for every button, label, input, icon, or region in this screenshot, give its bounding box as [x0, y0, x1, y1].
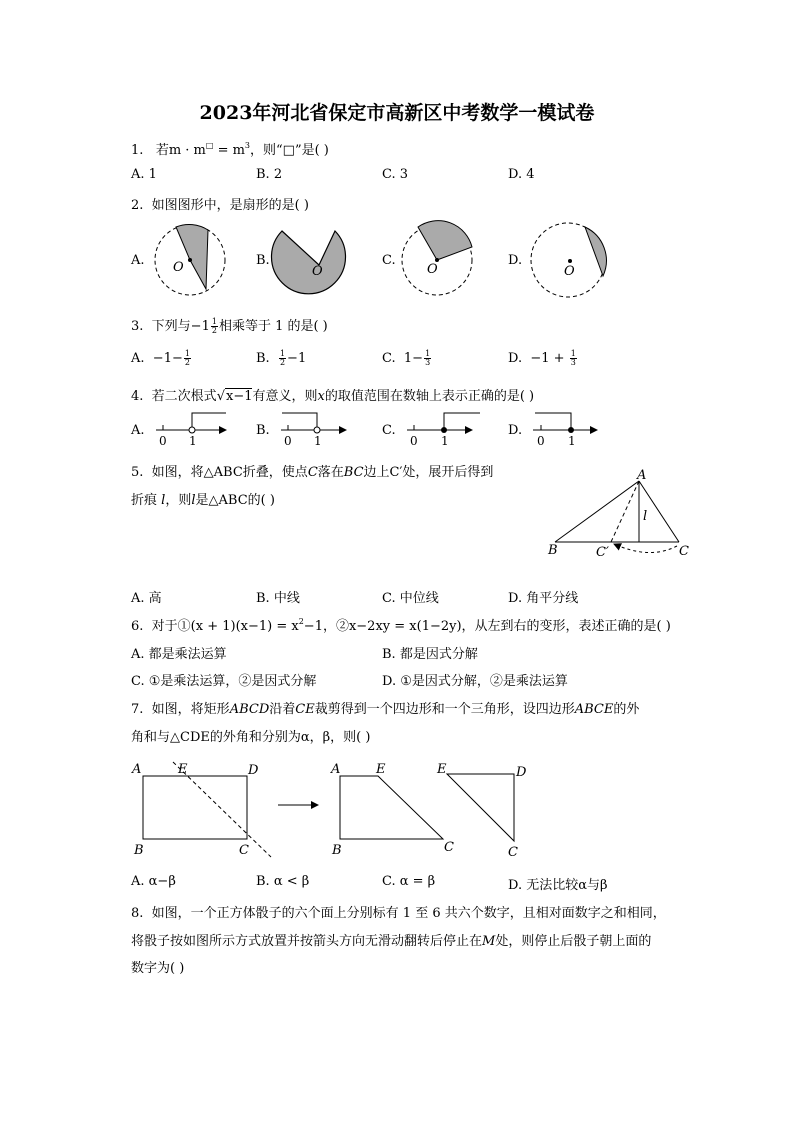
q3-text: 下列与−1 [151, 319, 210, 334]
numerator: 1 [570, 349, 576, 358]
q5-line-l: l [191, 493, 196, 508]
question-8-line-3: 数字为( ) [131, 961, 185, 976]
tick-label-1: 1 [441, 434, 449, 448]
q5-line-l: l [161, 493, 166, 508]
q7-text: 如图，将矩形 [151, 702, 230, 717]
point-d-label: D [516, 765, 527, 780]
question-number: 8. [131, 906, 144, 921]
q2-figure-c [402, 221, 472, 295]
q4-label-c[interactable]: C. [382, 423, 396, 438]
q2-label-b[interactable]: B. [256, 253, 270, 268]
question-4: 4. 若二次根式√x−1有意义，则x的取值范围在数轴上表示正确的是( ) [131, 389, 535, 404]
q4-number-line-d [533, 413, 597, 448]
q3-option-d[interactable] [508, 350, 578, 367]
q5-text: 如图，将△ABC折叠，使点 [151, 465, 308, 480]
option-label: B. [256, 351, 270, 366]
q3-option-c[interactable] [382, 350, 432, 367]
q5-segment-bc: BC [343, 465, 364, 480]
question-8 [131, 902, 666, 921]
tick-label-0: 0 [284, 434, 292, 448]
q6-option-a[interactable]: A. 都是乘法运算 [131, 647, 227, 662]
q1-option-c[interactable]: C. 3 [382, 167, 409, 182]
point-b-label: B [134, 843, 144, 858]
tick-label-0: 0 [159, 434, 167, 448]
q1-option-a[interactable]: A. 1 [131, 167, 157, 182]
line-l-label: l [643, 509, 648, 524]
question-number: 2. [131, 198, 144, 213]
q6-text-post: −1，②x−2xy = x(1−2y)，从左到右的变形，表述正确的是( ) [303, 619, 671, 634]
option-fraction [424, 350, 431, 367]
q5-option-d[interactable]: D. 角平分线 [508, 591, 579, 606]
q1-text-post: ，则“□”是( ) [250, 143, 329, 158]
q4-number-line-a [156, 413, 226, 448]
q7-option-a[interactable]: A. α−β [131, 874, 176, 889]
q5-text: 边上C′处，展开后得到 [363, 465, 494, 480]
q7-option-b[interactable]: B. α < β [256, 874, 310, 889]
q1-box: □ [205, 141, 214, 150]
q7-option-d[interactable]: D. 无法比较α与β [508, 878, 608, 893]
tick-label-1: 1 [568, 434, 576, 448]
q8-text: 处，则停止后骰子朝上面的 [495, 934, 652, 949]
tick-label-1: 1 [189, 434, 197, 448]
q4-text-post: 的取值范围在数轴上表示正确的是( ) [324, 389, 535, 404]
question-8-line-2 [131, 930, 651, 949]
denominator: 2 [211, 326, 217, 335]
denominator: 3 [425, 358, 431, 367]
point-e-label: E [376, 762, 386, 777]
q5-option-a[interactable]: A. 高 [131, 591, 162, 606]
option-label: A. [131, 351, 145, 366]
point-c-label: C [444, 840, 454, 855]
q8-text: 如图，一个正方体骰子的六个面上分别标有 1 至 6 共六个数字，且相对面数字之和相同， [151, 906, 666, 921]
option-fraction [184, 350, 191, 367]
point-c-prime-label: C′ [596, 545, 609, 560]
question-2 [131, 194, 309, 213]
numerator: 1 [279, 349, 286, 358]
q4-text-mid: 有意义，则 [252, 389, 318, 404]
question-3 [131, 315, 328, 335]
question-number: 6. [131, 619, 144, 634]
q4-label-a[interactable]: A. [131, 423, 145, 438]
point-c-label: C [239, 843, 249, 858]
q5-text: 落在 [317, 465, 344, 480]
q2-figure-b [272, 231, 346, 294]
point-c-label: C [508, 845, 518, 860]
center-o-label: O [312, 264, 323, 279]
option-fraction [279, 350, 286, 367]
option-text: −1 [287, 351, 307, 366]
question-1 [131, 139, 329, 158]
tick-label-0: 0 [537, 434, 545, 448]
option-text: −1 + [530, 351, 569, 366]
question-6 [131, 615, 671, 634]
q5-point-c: C [307, 465, 318, 480]
q1-exponent: 3 [244, 141, 251, 150]
q6-option-d[interactable]: D. ①是因式分解，②是乘法运算 [382, 674, 568, 689]
q4-variable: x [317, 389, 325, 404]
q2-label-d[interactable]: D. [508, 253, 523, 268]
point-b-label: B [548, 543, 558, 558]
q7-segment-ce: CE [295, 702, 315, 717]
q8-point-m: M [482, 934, 496, 949]
q5-text: 折痕 [131, 493, 158, 508]
option-fraction [570, 350, 577, 367]
q2-figure-d [531, 223, 606, 297]
q2-figures [145, 218, 625, 302]
q7-text: 沿着 [269, 702, 296, 717]
q6-exponent: 2 [298, 617, 304, 626]
q7-rectangle-figures [128, 758, 548, 863]
point-e-label: E [178, 762, 188, 777]
denominator: 2 [279, 358, 286, 367]
q7-figure-quadrilateral [330, 762, 454, 858]
q5-option-b[interactable]: B. 中线 [256, 591, 300, 606]
question-number: 3. [131, 319, 144, 334]
question-number: 7. [131, 702, 144, 717]
point-a-label: A [637, 468, 647, 483]
q8-text: 将骰子按如图所示方式放置并按箭头方向无滑动翻转后停止在 [131, 934, 483, 949]
q5-text: 是△ABC的( ) [195, 493, 275, 508]
q7-text: 裁剪得到一个四边形和一个三角形，设四边形 [314, 702, 575, 717]
q6-option-c[interactable]: C. ①是乘法运算，②是因式分解 [131, 674, 317, 689]
q7-quad-abce: ABCE [574, 702, 614, 717]
question-7 [131, 698, 639, 717]
option-text: 1− [403, 351, 424, 366]
point-e-label: E [437, 762, 447, 777]
q1-text-mid: = m [213, 143, 245, 158]
denominator: 3 [570, 358, 576, 367]
q3-option-a[interactable] [131, 350, 192, 367]
q6-text: 对于①(x + 1)(x−1) = x [151, 619, 299, 634]
question-number: 5. [131, 465, 144, 480]
q4-label-d[interactable]: D. [508, 423, 523, 438]
q7-text: 的外 [613, 702, 640, 717]
question-7-line-2: 角和与△CDE的外角和分别为α，β，则( ) [131, 730, 371, 745]
center-o-label: O [427, 262, 438, 277]
q3-text-post: 相乘等于 1 的是( ) [218, 319, 328, 334]
point-b-label: B [332, 843, 342, 858]
question-number: 1. [131, 143, 144, 158]
q1-option-b[interactable]: B. 2 [256, 167, 283, 182]
numerator: 1 [211, 317, 217, 326]
q5-triangle-figure [540, 468, 700, 563]
q6-option-b[interactable]: B. 都是因式分解 [382, 647, 478, 662]
q2-label-a[interactable]: A. [131, 253, 145, 268]
option-label: C. [382, 351, 396, 366]
option-text: −1− [152, 351, 183, 366]
option-label: D. [508, 351, 523, 366]
question-5-line-2 [131, 489, 275, 508]
q5-text: ，则 [165, 493, 192, 508]
question-number: 4. [131, 389, 144, 404]
q1-option-d[interactable]: D. 4 [508, 167, 535, 182]
q7-rect-abcd: ABCD [229, 702, 270, 717]
q4-label-b[interactable]: B. [256, 423, 270, 438]
q4-number-line-c [407, 413, 480, 448]
q4-text: 若二次根式 [151, 389, 217, 404]
page-title: 2023年河北省保定市高新区中考数学一模试卷 [199, 102, 595, 124]
numerator: 1 [184, 349, 190, 358]
point-c-label: C [679, 544, 689, 559]
q4-radical: x−1 [225, 389, 253, 404]
q2-figure-a [155, 224, 225, 295]
numerator: 1 [425, 349, 431, 358]
q2-label-c[interactable]: C. [382, 253, 396, 268]
q5-option-c[interactable]: C. 中位线 [382, 591, 439, 606]
q3-option-b[interactable] [256, 350, 306, 367]
tick-label-0: 0 [410, 434, 418, 448]
q7-figure-rectangle [131, 762, 271, 858]
q2-text: 如图图形中，是扇形的是( ) [151, 198, 309, 213]
q7-option-c[interactable]: C. α = β [382, 874, 436, 889]
q1-text: 若m · m [155, 143, 206, 158]
q4-number-lines [150, 408, 610, 448]
tick-label-1: 1 [314, 434, 322, 448]
point-d-label: D [248, 763, 259, 778]
point-a-label: A [132, 762, 142, 777]
center-o-label: O [564, 264, 575, 279]
denominator: 2 [184, 358, 190, 367]
q3-fraction [211, 318, 218, 335]
point-a-label: A [331, 762, 341, 777]
q4-number-line-b [281, 413, 346, 448]
question-5 [131, 461, 493, 480]
center-o-label: O [173, 260, 184, 275]
